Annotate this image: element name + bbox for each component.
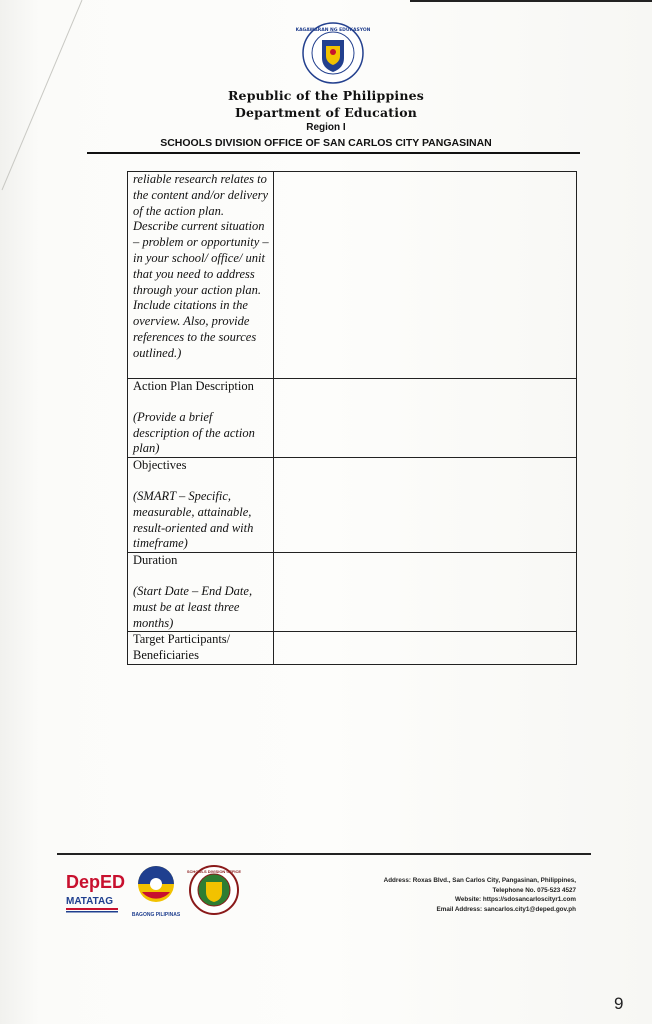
row-value-cell[interactable] [274,458,577,553]
row-spacer [133,395,269,410]
header-divider [87,152,580,154]
row-label: Target Participants/ Beneficiaries [133,632,231,663]
matatag-text: MATATAG [66,896,114,907]
row-note: reliable research relates to the content and/or delivery of the action plan. Describe current situation – problem or opportunity – in your school/ office/ unit that you need to address through your action plan. Include citations in the overview. Also, provide references to the sources outlined.) [133,172,269,360]
header-republic: Republic of the Philippines [227,88,425,103]
table-row [128,379,577,458]
row-note: (SMART – Specific, measurable, attainable, result-oriented and with timeframe) [133,488,254,551]
table-row [128,172,577,379]
row-label-cell [128,379,274,458]
row-label: Objectives [133,458,187,473]
deped-logo-text: DepED [66,872,126,892]
table-row [128,458,577,553]
scan-top-edge [410,0,652,2]
row-spacer [133,474,269,489]
row-value-cell[interactable] [274,172,577,379]
seal-text: KAGAWARAN NG EDUKASYON [295,28,371,33]
row-note: (Provide a brief description of the action plan) [133,409,255,456]
deped-seal-icon [295,22,371,84]
footer-address: Address: Roxas Blvd., San Carlos City, Pangasinan, Philippines, [383,877,576,884]
row-label-cell [128,553,274,632]
footer-email: Email Address: sancarlos.city1@deped.gov.ph [436,905,576,913]
page-number: 9 [614,994,624,1013]
header-department: Department of Education [234,105,418,120]
footer-divider [57,853,591,855]
footer-telephone: Telephone No. 075-523 4527 [492,886,576,894]
table-row [128,553,577,632]
header-division: SCHOOLS DIVISION OFFICE OF SAN CARLOS CITY PANGASINAN [160,137,492,149]
bagong-pilipinas-logo-icon [132,866,181,918]
row-note: (Start Date – End Date, must be at least three months) [133,583,253,630]
division-seal-icon [187,866,242,914]
footer-contact [384,876,576,914]
row-value-cell[interactable] [274,632,577,665]
table-row [128,632,577,665]
row-label-cell [128,632,274,665]
division-seal-text: SCHOOLS DIVISION OFFICE [186,869,242,874]
row-value-cell[interactable] [274,553,577,632]
row-label-cell [128,172,274,379]
row-value-cell[interactable] [274,379,577,458]
row-label: Action Plan Description [133,379,254,393]
row-label-cell [128,458,274,553]
row-label: Duration [133,553,178,568]
deped-matatag-logo-icon [66,872,125,913]
row-spacer [133,569,269,584]
footer-website: Website: https://sdosancarloscityr1.com [455,896,576,904]
footer-logos [64,862,244,922]
header-region: Region I [306,122,346,133]
action-plan-table [127,171,577,665]
bagong-pilipinas-text: BAGONG PILIPINAS [131,912,181,918]
